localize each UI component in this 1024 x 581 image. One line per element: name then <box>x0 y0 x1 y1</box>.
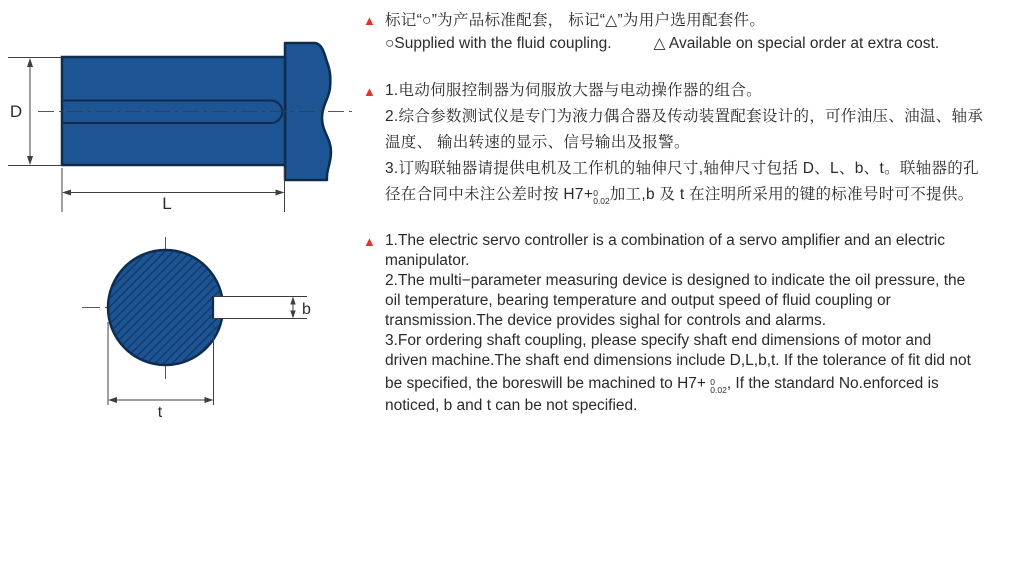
dim-label-key-width: b <box>302 301 311 318</box>
note-zh-tolerance-line <box>385 182 1019 208</box>
note-en-line: oil temperature, bearing temperature and output speed of fluid coupling or <box>385 292 891 309</box>
notes-zh-block <box>363 78 1019 208</box>
legend-supplied: ○Supplied with the fluid coupling. <box>385 35 612 52</box>
tolerance-pre: be specified, the boreswill be machined to H7+ <box>385 375 711 392</box>
tolerance-post: 加工,b 及 t 在注明所采用的键的标准号时可不提供。 <box>609 186 974 203</box>
tolerance-sup: 0 <box>710 377 715 387</box>
note-en-last-line: noticed, b and t can be not specified. <box>385 397 638 414</box>
tolerance-sup: 0 <box>593 188 598 198</box>
red-triangle-icon: ▲ <box>363 234 376 249</box>
dim-label-diameter: D <box>9 102 23 121</box>
shaft-section-hatch <box>109 251 222 364</box>
note-en-tolerance-line <box>385 371 1019 396</box>
tolerance-post: , If the standard No.enforced is <box>726 375 939 392</box>
shaft-side-view <box>8 43 356 213</box>
note-zh-line: 2.综合参数测试仪是专门为液力偶合器及传动装置配套设计的，可作油压、油温、轴承 <box>385 108 984 125</box>
arrow-right <box>276 190 285 196</box>
shaft-dimension-diagrams <box>0 0 360 440</box>
note-en-line: driven machine.The shaft end dimensions include D,L,b,t. If the tolerance of fit did not <box>385 352 971 369</box>
note-en-line: 1.The electric servo controller is a combination of a servo amplifier and an electric <box>385 232 945 249</box>
note-en-line: manipulator. <box>385 252 470 269</box>
notes-column <box>363 10 1019 416</box>
shaft-section-view <box>82 237 311 421</box>
red-triangle-icon: ▲ <box>363 13 376 28</box>
dim-label-length: L <box>162 194 172 213</box>
arrow-left <box>62 190 71 196</box>
note-zh-line: 温度、 输出转速的显示、信号输出及报警。 <box>385 134 690 151</box>
arrow-right <box>205 397 214 403</box>
legend-line-en <box>385 33 1019 54</box>
arrow-down <box>27 156 33 165</box>
spacer <box>363 54 1019 78</box>
legend-line-zh: 标记“○”为产品标准配套， 标记“△”为用户选用配套件。 <box>385 12 766 29</box>
tolerance-sub: 0.02 <box>710 385 727 395</box>
shaft-diagrams-svg <box>0 0 360 440</box>
tolerance-stack <box>710 378 727 394</box>
tolerance-stack <box>593 189 610 205</box>
note-en-line: 2.The multi−parameter measuring device is designed to indicate the oil pressure, the <box>385 272 966 289</box>
note-en-line: 3.For ordering shaft coupling, please specify shaft end dimensions of motor and <box>385 332 932 349</box>
dimension-L <box>62 168 285 212</box>
legend-block <box>363 10 1019 54</box>
spacer <box>363 208 1019 231</box>
tolerance-pre: 径在合同中未注公差时按 H7+ <box>385 186 594 203</box>
arrow-left <box>108 397 117 403</box>
dim-label-key-depth: t <box>157 404 163 421</box>
note-zh-line: 3.订购联轴器请提供电机及工作机的轴伸尺寸,轴伸尺寸包括 D、L、b、t。联轴器的孔 <box>385 160 979 177</box>
legend-available: △ Available on special order at extra cost. <box>653 35 940 52</box>
tolerance-sub: 0.02 <box>593 196 610 206</box>
notes-en-block <box>363 231 1019 416</box>
red-triangle-icon: ▲ <box>363 84 376 99</box>
note-zh-line: 1.电动伺服控制器为伺服放大器与电动操作器的组合。 <box>385 82 762 99</box>
arrow-up <box>27 58 33 67</box>
note-en-line: transmission.The device provides sighal for controls and alarms. <box>385 312 827 329</box>
